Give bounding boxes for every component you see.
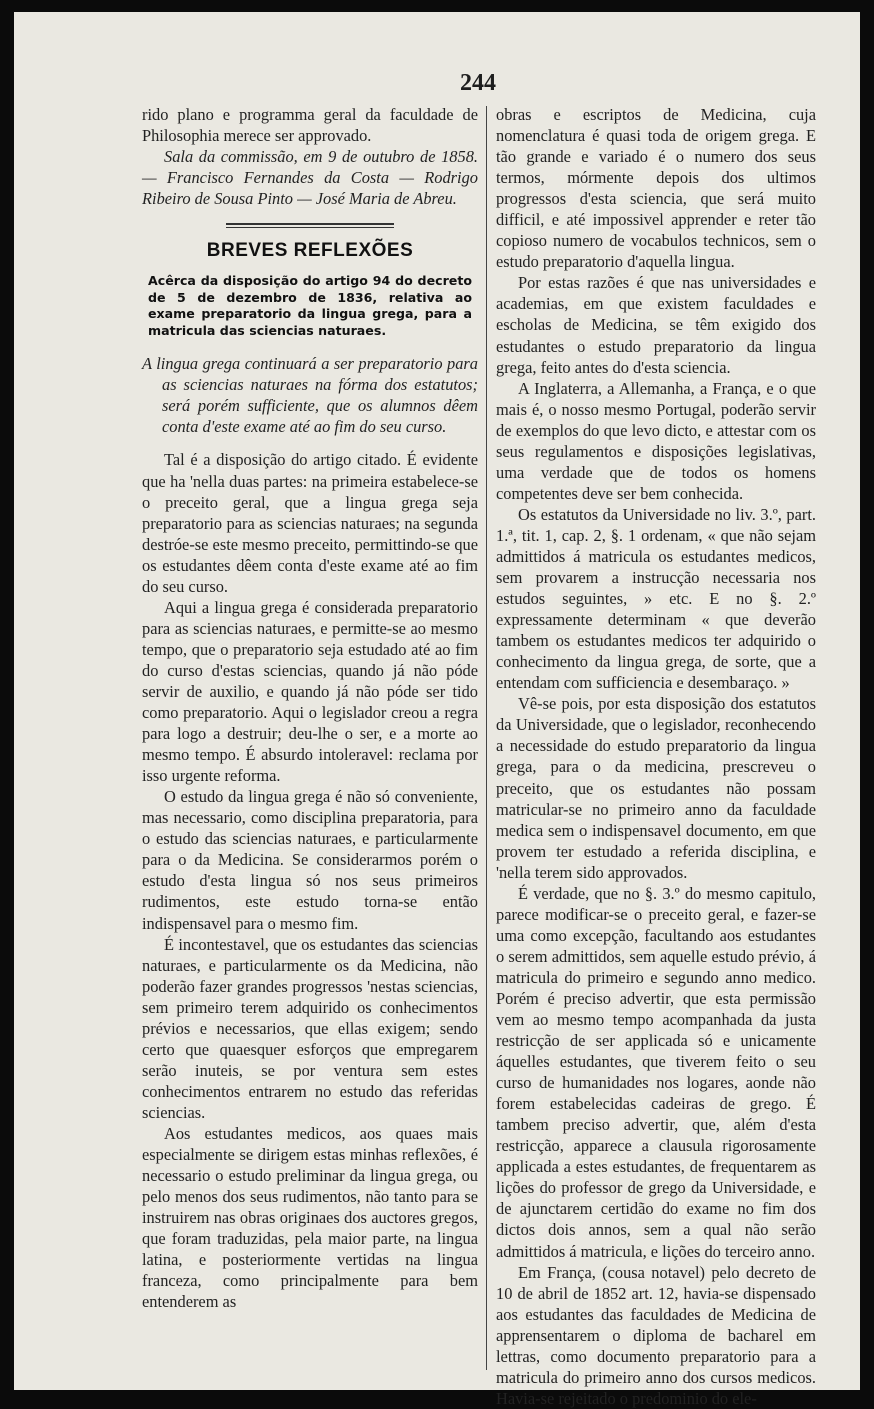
left-paragraph-7: Aos estudantes medicos, aos quaes mais especialmente se dirigem estas minhas reflexões, é necessario o estudo preliminar da lingua grega, ou pelo menos dos seus rudimentos, não tanto para se instruirem nas obras originaes dos auctores gregos, que foram traduzidas, pela maior parte, na lingua latina, e posteriormente vertidas na lingua franceza, como principalmente para bem entenderem as (142, 1123, 478, 1312)
newspaper-page (14, 12, 860, 1408)
article-title: BREVES REFLEXÕES (206, 240, 414, 262)
commission-signature: Sala da commissão, em 9 de outubro de 1858. — Francisco Fernandes da Costa — Rodrigo Ribeiro de Sousa Pinto — José Maria de Abreu. (142, 147, 478, 209)
decree-quote (142, 353, 478, 437)
left-paragraph-1: rido plano e programma geral da faculdade de Philosophia merece ser approvado. (142, 105, 478, 146)
right-paragraph-4: Os estatutos da Universidade no liv. 3.º, part. 1.ª, tit. 1, cap. 2, §. 1 ordenam, « que não sejam admittidos á matricula os estudantes medicos, sem provarem a instrucção necessaria nos estudos seguintes, » etc. E no §. 2.º expressamente determinam « que deverão tambem os estudantes medicos ter adquirido o conhecimento da lingua grega, de sorte, que a entendam com sufficiencia e desembaraço. » (496, 504, 816, 693)
left-column (142, 104, 478, 1312)
right-paragraph-3: A Inglaterra, a Allemanha, a França, e o que mais é, o nosso mesmo Portugal, poderão servir de exemplos do que levo dicto, e attestar com os seus regulamentos e disposições legislativas, uma verdade que de todos os homens competentes deve ser bem conhecida. (496, 378, 816, 503)
article-subtitle: Acêrca da disposição do artigo 94 do decreto de 5 de dezembro de 1836, relativa ao exame preparatorio da lingua grega, para a matricula das sciencias naturaes. (148, 273, 472, 338)
column-divider (486, 106, 487, 1370)
page-number: 244 (460, 70, 496, 96)
right-paragraph-7: Em França, (cousa notavel) pelo decreto de 10 de abril de 1852 art. 12, havia-se dispensado aos estudantes das faculdades de Medicina de apprensentarem o diploma de bacharel em lettras, como documento preparatorio para a matricula do primeiro anno dos cursos medicos. Havia-se rejeitado o predominio do ele- (496, 1262, 816, 1408)
left-paragraph-5: O estudo da lingua grega é não só conveniente, mas necessario, como disciplina preparatoria, para o estudo das sciencias naturaes, e particularmente para o da Medicina. Se considerarmos porém o estudo d'esta lingua só nos seus primeiros rudimentos, este estudo torna-se então indispensavel para o mesmo fim. (142, 787, 478, 933)
right-paragraph-6: É verdade, que no §. 3.º do mesmo capitulo, parece modificar-se o preceito geral, e fazer-se uma como excepção, facultando aos estudantes o serem admittidos, sem aquelle estudo prévio, á matricula do primeiro e segundo anno medico. Porém é preciso advertir, que esta permissão vem ao mesmo tempo acompanhada da justa restricção de ser applicada só e unicamente áquelles estudantes, que tiverem feito o seu curso de humanidades nos logares, aonde não forem estabelecidas cadeiras de grego. É tambem preciso advertir, que, além d'esta restricção, apparece a clausula rigorosamente applicada a estes estudantes, de frequentarem as lições do professor de grego da Universidade, e de ajunctarem certidão do exame no fim dos dictos dois annos, sem a qual não serão admittidos á matricula, e lições do terceiro anno. (496, 883, 816, 1261)
left-paragraph-3: Tal é a disposição do artigo citado. É evidente que ha 'nella duas partes: na primeira estabelece-se o preceito geral, que a lingua grega seja preparatorio para as sciencias naturaes; na segunda destróe-se este mesmo preceito, permittindo-se que os estudantes dêem conta d'este exame até ao fim do seu curso. (142, 450, 478, 596)
decree-quote-text: A lingua grega continuará a ser preparatorio para as sciencias naturaes na fórma dos estatutos; será porém sufficiente, que os alumnos dêem conta d'este exame até ao fim do seu curso. (142, 354, 478, 437)
left-paragraph-4: Aqui a lingua grega é considerada preparatorio para as sciencias naturaes, e permitte-se ao mesmo tempo, que o preparatorio seja estudado até ao fim do curso d'estas sciencias, quando já não póde servir de auxilio, e quando já não póde ser tido como preparatorio. Aqui o legislador creou a regra para logo a destruir; deu-lhe o ser, e a morte ao mesmo tempo. É absurdo intoleravel: reclama por isso urgente reforma. (142, 597, 478, 786)
right-paragraph-1: obras e escriptos de Medicina, cuja nomenclatura é quasi toda de origem grega. E tão grande e variado é o numero dos seus termos, mórmente depois dos ultimos progressos d'esta sciencia, que será muito difficil, e até impossivel apprender e reter tão copioso numero de vocabulos technicos, sem o estudo preparatorio d'aquella lingua. (496, 105, 816, 272)
right-paragraph-5: Vê-se pois, por esta disposição dos estatutos da Universidade, que o legislador, reconhecendo a necessidade do estudo preparatorio da lingua grega, para o da medicina, prescreveu o preceito, que os estudantes não possam matricular-se no primeiro anno da faculdade medica sem o indispensavel documento, em que provem ter estudado a referida disciplina, e 'nella terem sido approvados. (496, 694, 816, 882)
right-paragraph-2: Por estas razões é que nas universidades e academias, em que existem faculdades e escholas de Medicina, se têm exigido dos estudantes o estudo preparatorio da lingua grega, feito antes do d'esta sciencia. (496, 273, 816, 377)
left-paragraph-6: É incontestavel, que os estudantes das sciencias naturaes, e particularmente os da Medicina, não poderão fazer grandes progressos 'nestas sciencias, sem primeiro terem adquirido os conhecimentos prévios e necessarios, que ellas exigem; sendo certo que quaesquer esforços que empregarem serão inuteis, se por ventura sem estes conhecimentos entrarem no estudo das referidas sciencias. (142, 934, 478, 1122)
right-column (496, 104, 816, 1409)
section-divider (226, 223, 394, 228)
